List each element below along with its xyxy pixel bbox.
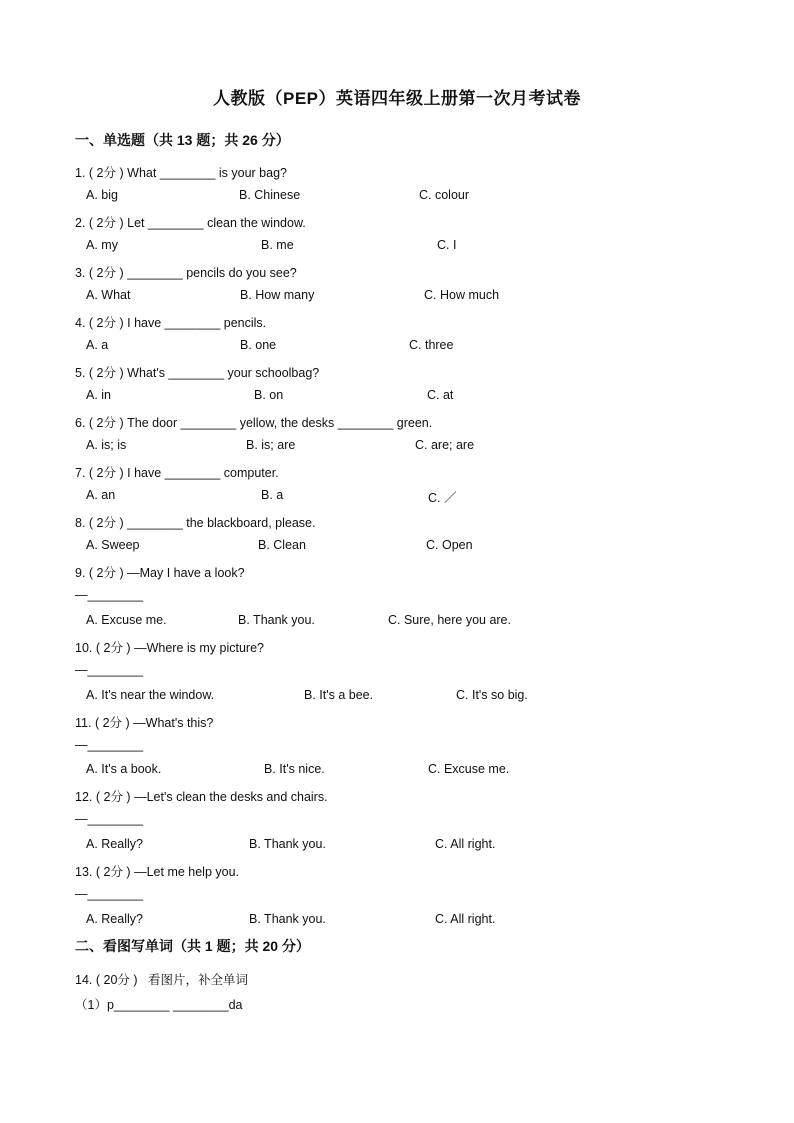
question-number: 9. bbox=[75, 566, 86, 580]
option-b: B. one bbox=[240, 338, 277, 352]
question-text: What's ________ your schoolbag? bbox=[127, 366, 320, 380]
question-text: ________ the blackboard, please. bbox=[127, 516, 316, 530]
section-heading-single-choice: 一、单选题（共 13 题；共 26 分） bbox=[75, 132, 290, 148]
question-7 bbox=[75, 463, 279, 481]
option-c: C. are; are bbox=[415, 438, 475, 452]
option-c: C. All right. bbox=[435, 837, 496, 851]
option-a: A. It's a book. bbox=[86, 762, 162, 776]
option-c: C. Open bbox=[426, 538, 473, 552]
question-number: 7. bbox=[75, 466, 86, 480]
question-score: ( 2分 ) bbox=[95, 865, 131, 879]
option-a: A. Excuse me. bbox=[86, 613, 167, 627]
question-number: 6. bbox=[75, 416, 86, 430]
question-score: ( 2分 ) bbox=[95, 790, 131, 804]
page-title: 人教版（PEP）英语四年级上册第一次月考试卷 bbox=[212, 89, 582, 108]
question-text: 看图片，补全单词 bbox=[147, 973, 248, 987]
question-score: ( 20分 ) bbox=[95, 973, 138, 987]
question-text: —Let's clean the desks and chairs. bbox=[134, 790, 328, 804]
question-3 bbox=[75, 263, 297, 281]
question-number: 3. bbox=[75, 266, 86, 280]
question-score: ( 2分 ) bbox=[88, 516, 124, 530]
option-b: B. on bbox=[254, 388, 284, 402]
question-number: 4. bbox=[75, 316, 86, 330]
option-a: A. is; is bbox=[86, 438, 127, 452]
question-number: 8. bbox=[75, 516, 86, 530]
option-a: A. big bbox=[86, 188, 118, 202]
option-a: A. What bbox=[86, 288, 131, 302]
option-c: C. three bbox=[409, 338, 454, 352]
question-text: ________ pencils do you see? bbox=[127, 266, 297, 280]
option-a: A. Really? bbox=[86, 912, 143, 926]
option-b: B. is; are bbox=[246, 438, 296, 452]
option-a: A. in bbox=[86, 388, 112, 402]
option-a: A. Sweep bbox=[86, 538, 140, 552]
question-number: 13. bbox=[75, 865, 93, 879]
option-c: C. How much bbox=[424, 288, 500, 302]
option-b: B. How many bbox=[240, 288, 315, 302]
option-a: A. a bbox=[86, 338, 109, 352]
option-b: B. Clean bbox=[258, 538, 306, 552]
option-c: C. ／ bbox=[428, 491, 457, 505]
question-text: Let ________ clean the window. bbox=[127, 216, 306, 230]
question-score: ( 2分 ) bbox=[88, 566, 124, 580]
question-text: I have ________ pencils. bbox=[127, 316, 267, 330]
question-score: ( 2分 ) bbox=[88, 266, 124, 280]
question-score: ( 2分 ) bbox=[94, 716, 130, 730]
option-c: C. Sure, here you are. bbox=[388, 613, 511, 627]
question-number: 12. bbox=[75, 790, 93, 804]
option-c: C. at bbox=[427, 388, 454, 402]
question-13 bbox=[75, 862, 239, 880]
answer-line: —________ bbox=[75, 738, 144, 752]
question-score: ( 2分 ) bbox=[88, 466, 124, 480]
question-10 bbox=[75, 638, 264, 656]
question-number: 1. bbox=[75, 166, 86, 180]
question-12 bbox=[75, 787, 328, 805]
section-heading-picture-words: 二、看图写单词（共 1 题；共 20 分） bbox=[75, 938, 310, 954]
question-score: ( 2分 ) bbox=[88, 166, 124, 180]
question-score: ( 2分 ) bbox=[88, 366, 124, 380]
question-number: 2. bbox=[75, 216, 86, 230]
option-b: B. It's nice. bbox=[264, 762, 325, 776]
question-5 bbox=[75, 363, 319, 381]
option-a: A. an bbox=[86, 488, 116, 502]
question-6 bbox=[75, 413, 432, 431]
option-b: B. Thank you. bbox=[238, 613, 315, 627]
option-c: C. It's so big. bbox=[456, 688, 528, 702]
question-score: ( 2分 ) bbox=[88, 416, 124, 430]
question-1 bbox=[75, 163, 287, 181]
option-c: C. All right. bbox=[435, 912, 496, 926]
question-8 bbox=[75, 513, 315, 531]
sub-item-1: （1）p________ ________da bbox=[75, 998, 243, 1012]
question-number: 5. bbox=[75, 366, 86, 380]
option-b: B. Chinese bbox=[239, 188, 301, 202]
question-text: The door ________ yellow, the desks ________ green. bbox=[127, 416, 433, 430]
answer-line: —________ bbox=[75, 588, 144, 602]
question-11 bbox=[75, 713, 213, 731]
question-score: ( 2分 ) bbox=[88, 216, 124, 230]
option-a: A. Really? bbox=[86, 837, 143, 851]
option-c: C. colour bbox=[419, 188, 470, 202]
option-c: C. I bbox=[437, 238, 457, 252]
question-text: What ________ is your bag? bbox=[127, 166, 287, 180]
question-number: 14. bbox=[75, 973, 93, 987]
answer-line: —________ bbox=[75, 812, 144, 826]
question-text: —May I have a look? bbox=[127, 566, 245, 580]
answer-line: —________ bbox=[75, 887, 144, 901]
option-b: B. Thank you. bbox=[249, 837, 326, 851]
option-b: B. It's a bee. bbox=[304, 688, 374, 702]
question-text: —Where is my picture? bbox=[134, 641, 264, 655]
option-b: B. Thank you. bbox=[249, 912, 326, 926]
answer-line: —________ bbox=[75, 663, 144, 677]
question-text: —What's this? bbox=[133, 716, 214, 730]
option-c: C. Excuse me. bbox=[428, 762, 510, 776]
option-b: B. a bbox=[261, 488, 284, 502]
option-a: A. my bbox=[86, 238, 118, 252]
question-text: —Let me help you. bbox=[134, 865, 240, 879]
question-number: 11. bbox=[75, 716, 92, 730]
question-9 bbox=[75, 563, 245, 581]
question-text: I have ________ computer. bbox=[127, 466, 279, 480]
option-b: B. me bbox=[261, 238, 294, 252]
question-number: 10. bbox=[75, 641, 93, 655]
option-a: A. It's near the window. bbox=[86, 688, 215, 702]
question-2 bbox=[75, 213, 306, 231]
question-score: ( 2分 ) bbox=[95, 641, 131, 655]
question-score: ( 2分 ) bbox=[88, 316, 124, 330]
question-14 bbox=[75, 970, 248, 988]
question-4 bbox=[75, 313, 266, 331]
